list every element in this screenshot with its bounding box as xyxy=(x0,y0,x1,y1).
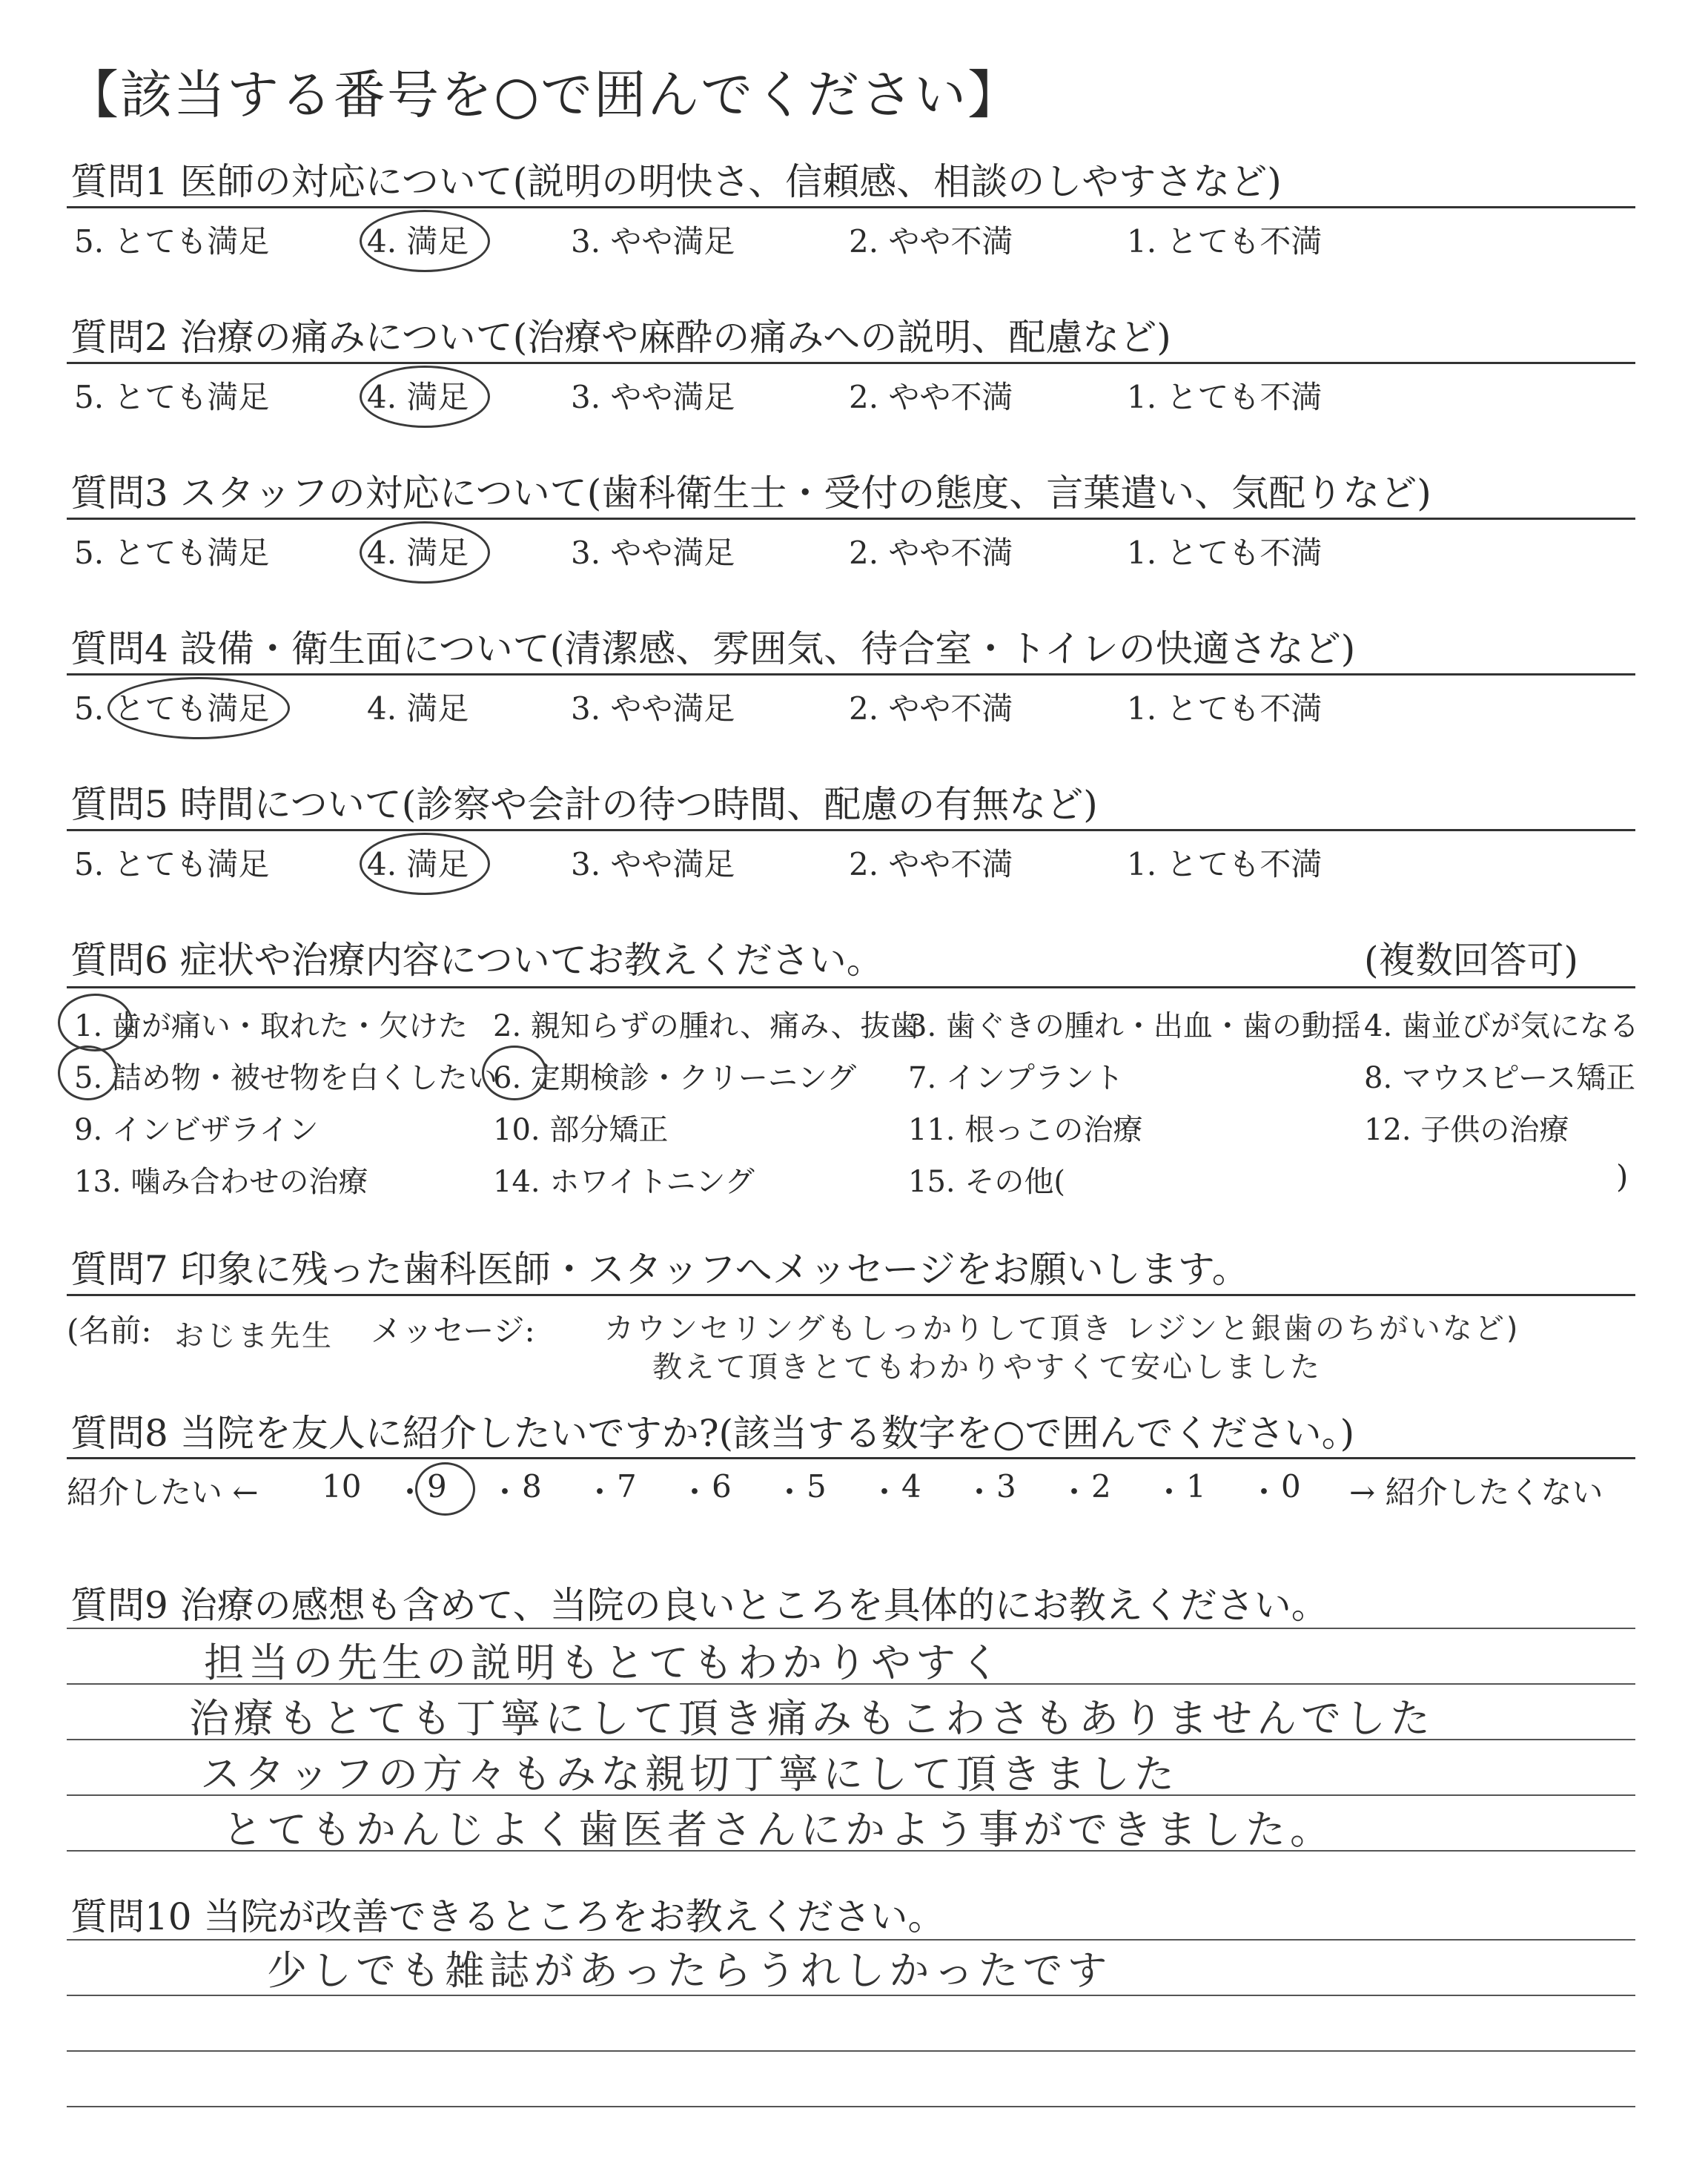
recommend-left-label: 紹介したい ← xyxy=(67,1474,259,1510)
question-heading: 質問1 医師の対応について(説明の明快さ、信頼感、相談のしやすさなど) xyxy=(70,160,1282,203)
question-heading: 質問4 設備・衛生面について(清潔感、雰囲気、待合室・トイレの快適さなど) xyxy=(70,627,1356,670)
answer-circle-mark xyxy=(360,366,490,428)
score-separator: ・ xyxy=(1059,1474,1090,1510)
question-heading: 質問5 時間について(診察や会計の待つ時間、配慮の有無など) xyxy=(70,783,1098,826)
recommend-score: 7 xyxy=(617,1468,637,1505)
symptom-option: 12. 子供の治療 xyxy=(1364,1113,1569,1147)
symptom-option: 6. 定期検診・クリーニング xyxy=(493,1061,857,1095)
rating-option: 3. やや満足 xyxy=(571,846,735,882)
rating-option: 2. やや不満 xyxy=(849,379,1013,415)
message-label: メッセージ: xyxy=(371,1312,535,1349)
name-label: (名前: xyxy=(67,1312,152,1349)
handwritten-answer-line: とてもかんじよく歯医者さんにかよう事ができました。 xyxy=(222,1806,1334,1853)
rating-option: 4. 満足 xyxy=(367,223,469,260)
recommend-score: 1 xyxy=(1186,1468,1206,1505)
handwritten-answer-line: 担当の先生の説明もとてもわかりやすく xyxy=(204,1639,1004,1686)
rating-option: 5. とても満足 xyxy=(74,379,270,415)
rating-option: 5. とても満足 xyxy=(74,223,270,260)
recommend-score: 3 xyxy=(996,1468,1016,1505)
rating-option: 1. とても不満 xyxy=(1127,379,1323,415)
symptom-option: 2. 親知らずの腫れ、痛み、抜歯 xyxy=(493,1009,920,1043)
message-line: 教えて頂きとてもわかりやすくて安心しました xyxy=(652,1350,1322,1384)
rating-option: 1. とても不満 xyxy=(1127,535,1323,571)
handwritten-answer-line: 治療もとても丁寧にして頂き痛みもこわさもありませんでした xyxy=(189,1695,1434,1742)
score-separator: ・ xyxy=(1248,1474,1280,1510)
symptom-option: 7. インプラント xyxy=(908,1061,1124,1095)
score-separator: ・ xyxy=(584,1474,616,1510)
rating-option: 5. とても満足 xyxy=(74,690,270,727)
rating-option: 3. やや満足 xyxy=(571,690,735,727)
rating-option: 4. 満足 xyxy=(367,846,469,882)
rule-line xyxy=(67,206,1635,208)
question-heading: 質問8 当院を友人に紹介したいですか?(該当する数字を○で囲んでください。) xyxy=(70,1412,1355,1455)
question-heading: 質問2 治療の痛みについて(治療や麻酔の痛みへの説明、配慮など) xyxy=(70,316,1171,359)
recommend-score: 6 xyxy=(712,1468,732,1505)
rating-option: 1. とても不満 xyxy=(1127,846,1323,882)
rule-line xyxy=(67,2106,1635,2107)
answer-circle-mark xyxy=(482,1046,547,1100)
score-separator: ・ xyxy=(964,1474,996,1510)
recommend-score: 5 xyxy=(807,1468,827,1505)
rule-line xyxy=(67,362,1635,364)
rating-option: 3. やや満足 xyxy=(571,223,735,260)
rating-option: 1. とても不満 xyxy=(1127,690,1323,727)
answer-circle-mark xyxy=(360,521,490,584)
rating-option: 3. やや満足 xyxy=(571,379,735,415)
symptom-option: 8. マウスピース矯正 xyxy=(1364,1061,1636,1095)
rating-option: 5. とても満足 xyxy=(74,846,270,882)
rating-option: 2. やや不満 xyxy=(849,535,1013,571)
handwritten-answer-line: 少しでも雑誌があったらうれしかったです xyxy=(267,1947,1112,1994)
recommend-score: 10 xyxy=(322,1468,362,1505)
symptom-option: 13. 噛み合わせの治療 xyxy=(74,1165,368,1199)
page-title: 【該当する番号を○で囲んでください】 xyxy=(67,65,1022,125)
rating-option: 4. 満足 xyxy=(367,379,469,415)
rating-option: 2. やや不満 xyxy=(849,690,1013,727)
symptom-option: 15. その他( xyxy=(908,1165,1065,1199)
rating-option: 2. やや不満 xyxy=(849,846,1013,882)
symptom-option: 9. インビザライン xyxy=(74,1113,319,1147)
symptom-option: 5. 詰め物・被せ物を白くしたい xyxy=(74,1061,497,1095)
multi-answer-note: (複数回答可) xyxy=(1364,939,1579,982)
rule-line xyxy=(67,1457,1635,1459)
rule-line xyxy=(67,2050,1635,2052)
rating-option: 1. とても不満 xyxy=(1127,223,1323,260)
recommend-score: 9 xyxy=(427,1468,447,1505)
recommend-score: 8 xyxy=(522,1468,542,1505)
rule-line xyxy=(67,986,1635,988)
answer-circle-mark xyxy=(415,1462,475,1516)
rule-line xyxy=(67,518,1635,520)
symptom-option: 10. 部分矯正 xyxy=(493,1113,669,1147)
question-heading: 質問9 治療の感想も含めて、当院の良いところを具体的にお教えください。 xyxy=(70,1584,1328,1627)
symptom-option: 14. ホワイトニング xyxy=(493,1165,755,1199)
rule-line xyxy=(67,1628,1635,1629)
question-heading: 質問3 スタッフの対応について(歯科衛生士・受付の態度、言葉遣い、気配りなど) xyxy=(70,472,1431,515)
answer-circle-mark xyxy=(58,1046,118,1100)
rating-option: 5. とても満足 xyxy=(74,535,270,571)
rule-line xyxy=(67,829,1635,831)
score-separator: ・ xyxy=(869,1474,901,1510)
rating-option: 4. 満足 xyxy=(367,535,469,571)
handwritten-answer-line: スタッフの方々もみな親切丁寧にして頂きました xyxy=(200,1751,1179,1797)
question-heading: 質問7 印象に残った歯科医師・スタッフへメッセージをお願いします。 xyxy=(70,1248,1249,1291)
score-separator: ・ xyxy=(1153,1474,1185,1510)
score-separator: ・ xyxy=(774,1474,806,1510)
rating-option: 3. やや満足 xyxy=(571,535,735,571)
recommend-score: 4 xyxy=(901,1468,921,1505)
question-heading: 質問6 症状や治療内容についてお教えください。 xyxy=(70,939,884,982)
answer-circle-mark xyxy=(360,833,490,895)
answer-circle-mark xyxy=(58,994,133,1051)
symptom-option: 11. 根っこの治療 xyxy=(908,1113,1143,1147)
symptom-option: 3. 歯ぐきの腫れ・出血・歯の動揺 xyxy=(908,1009,1361,1043)
answer-circle-mark xyxy=(107,677,290,739)
other-close-paren: ) xyxy=(1616,1158,1629,1195)
question-heading: 質問10 当院が改善できるところをお教えください。 xyxy=(70,1895,945,1938)
score-separator: ・ xyxy=(394,1474,426,1510)
symptom-option: 1. 歯が痛い・取れた・欠けた xyxy=(74,1009,468,1043)
answer-circle-mark xyxy=(360,210,490,272)
name-value: おじま先生 xyxy=(174,1319,334,1353)
rating-option: 2. やや不満 xyxy=(849,223,1013,260)
recommend-score: 0 xyxy=(1281,1468,1301,1505)
recommend-score: 2 xyxy=(1091,1468,1111,1505)
symptom-option: 4. 歯並びが気になる xyxy=(1364,1009,1639,1043)
score-separator: ・ xyxy=(489,1474,521,1510)
rating-option: 4. 満足 xyxy=(367,690,469,727)
rule-line xyxy=(67,673,1635,676)
recommend-right-label: → 紹介したくない xyxy=(1349,1474,1603,1510)
rule-line xyxy=(67,1294,1635,1296)
score-separator: ・ xyxy=(679,1474,711,1510)
message-line: カウンセリングもしっかりして頂き レジンと銀歯のちがいなど) xyxy=(604,1312,1520,1346)
